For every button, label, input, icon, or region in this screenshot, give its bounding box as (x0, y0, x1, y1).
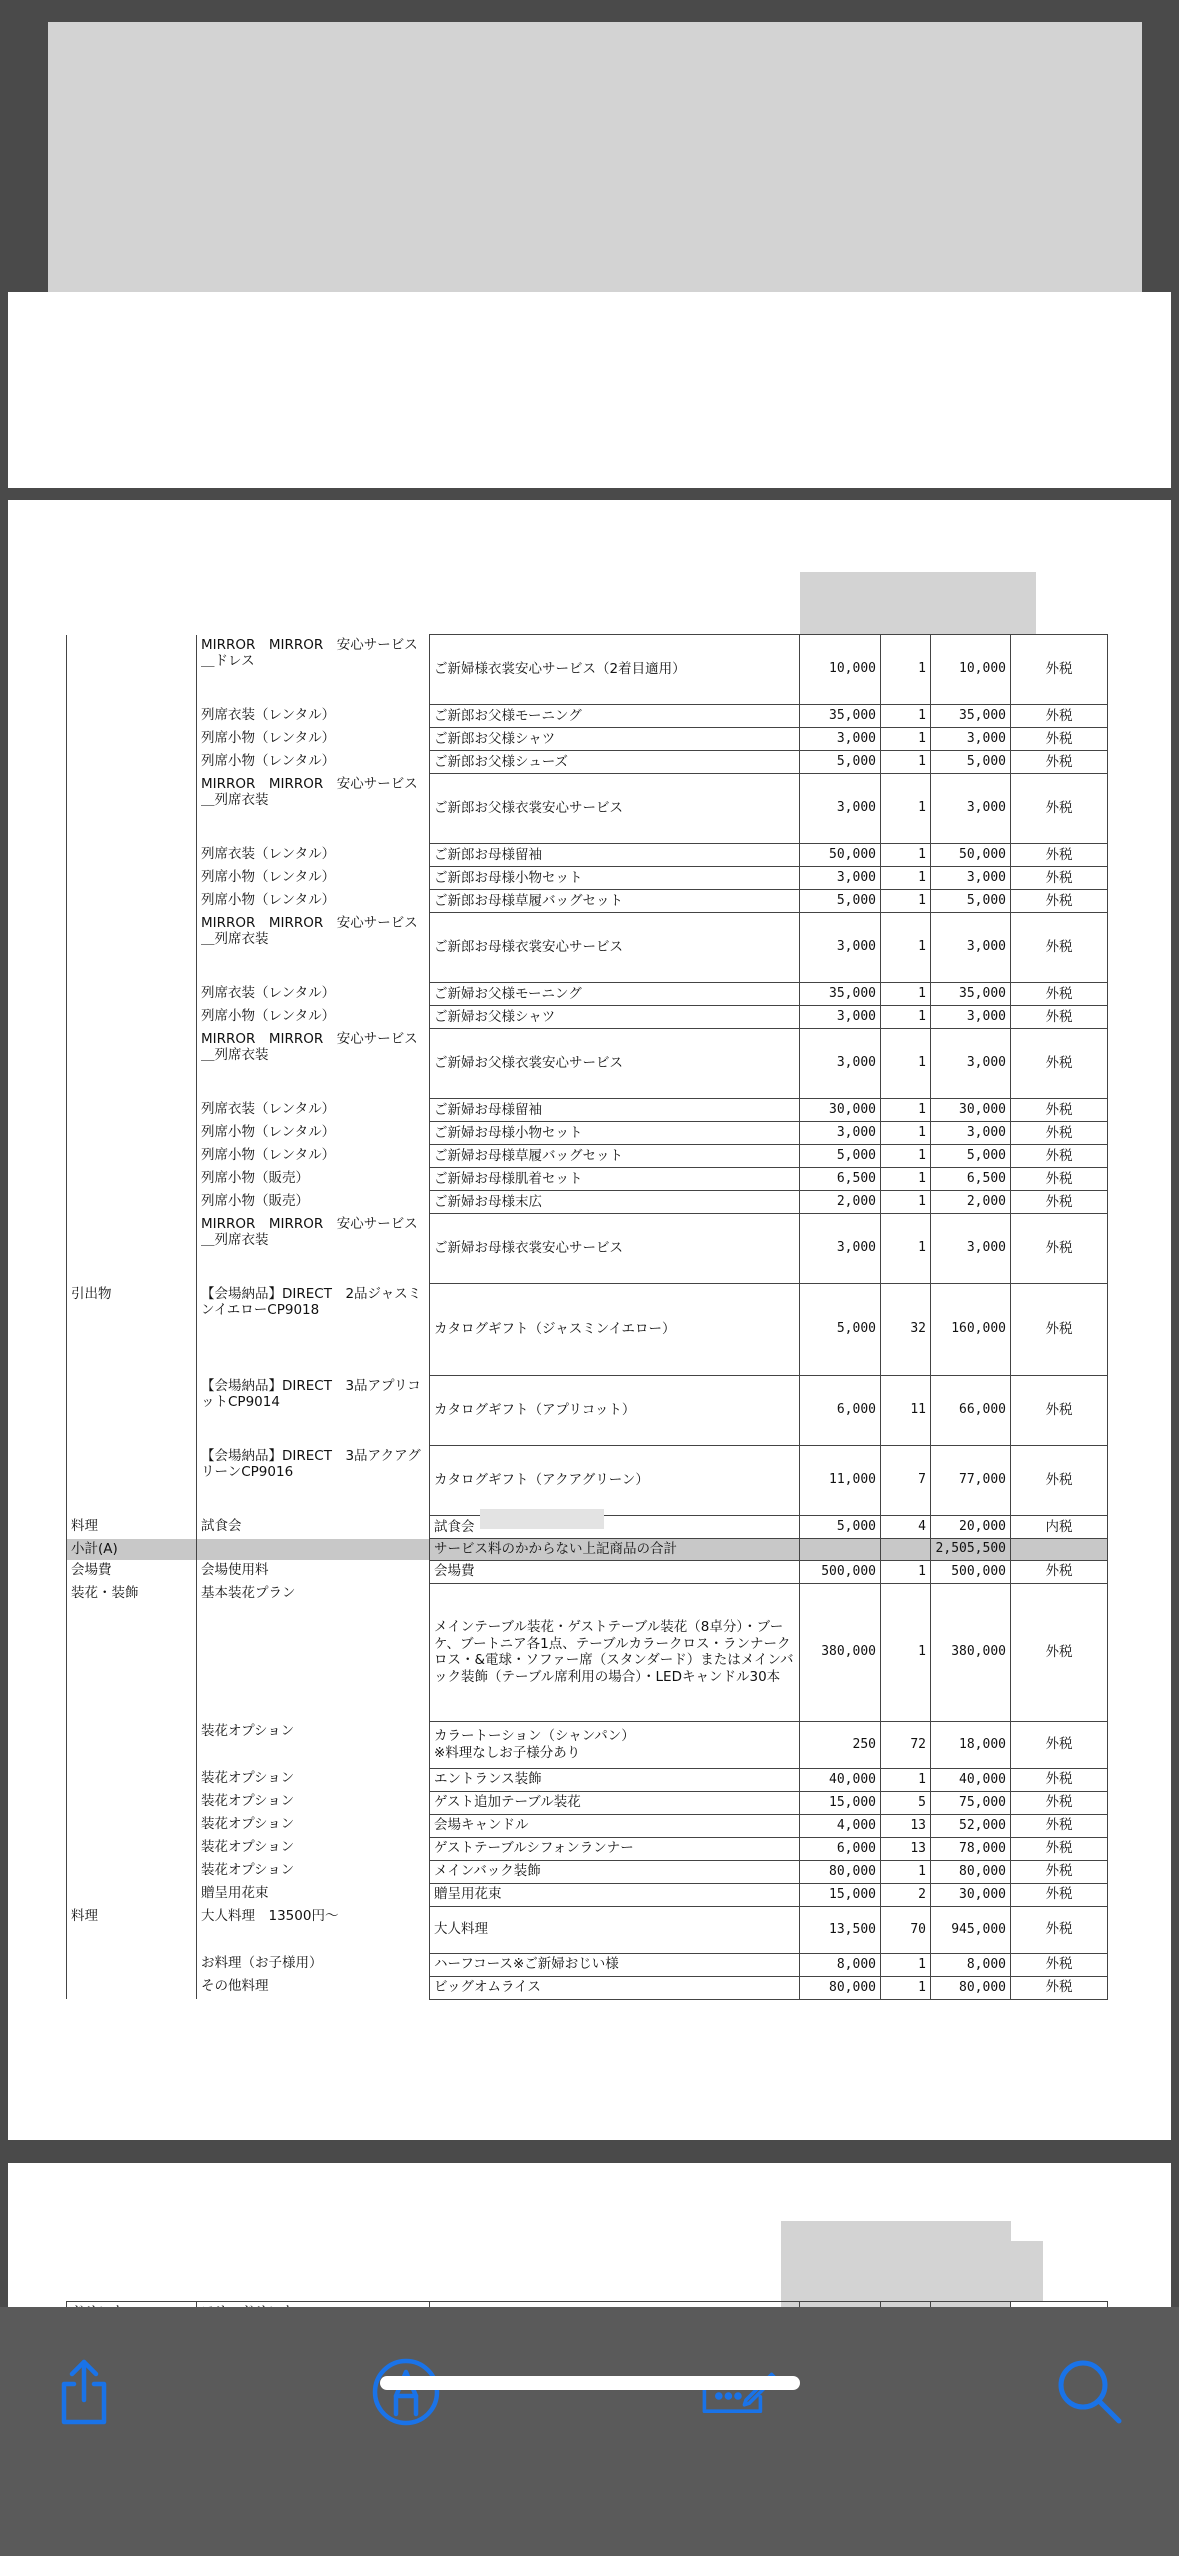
category-cell (67, 1837, 197, 1860)
quantity-cell: 32 (881, 1284, 931, 1376)
table-row (67, 1029, 1108, 1099)
item-cell: 装花オプション (197, 1860, 430, 1883)
unit-price-cell: 30,000 (800, 1099, 881, 1122)
description-cell: ご新婦お父様衣裳安心サービス (430, 1029, 800, 1099)
description-cell: ご新郎お父様シャツ (430, 728, 800, 751)
quantity-cell: 1 (881, 890, 931, 913)
description-cell: サービス料のかからない上記商品の合計 (430, 1539, 800, 1561)
item-cell: 装花オプション (197, 1791, 430, 1814)
tax-type-cell: 外税 (1011, 1099, 1108, 1122)
table-row (67, 1099, 1108, 1122)
unit-price-cell: 3,000 (800, 728, 881, 751)
amount-cell: 66,000 (931, 1376, 1011, 1446)
unit-price-cell: 11,000 (800, 1446, 881, 1516)
table-row (67, 844, 1108, 867)
subtotal-row (67, 1539, 1108, 1561)
table-row (67, 1168, 1108, 1191)
tax-type-cell: 外税 (1011, 1191, 1108, 1214)
unit-price-cell: 6,000 (800, 1376, 881, 1446)
description-cell: ご新郎お母様草履バッグセット (430, 890, 800, 913)
quantity-cell: 72 (881, 1721, 931, 1768)
quantity-cell: 1 (881, 705, 931, 728)
unit-price-cell: 8,000 (800, 1953, 881, 1976)
amount-cell: 3,000 (931, 867, 1011, 890)
description-cell: ご新婦様衣裳安心サービス（2着目適用） (430, 635, 800, 705)
amount-cell: 5,000 (931, 751, 1011, 774)
tax-type-cell: 外税 (1011, 774, 1108, 844)
amount-cell: 2,000 (931, 1191, 1011, 1214)
table-row (67, 1145, 1108, 1168)
item-cell (197, 1539, 430, 1561)
amount-cell: 35,000 (931, 983, 1011, 1006)
unit-price-cell: 3,000 (800, 867, 881, 890)
item-cell: 列席衣装（レンタル） (197, 705, 430, 728)
item-cell: MIRROR MIRROR 安心サービス＿ドレス (197, 635, 430, 705)
pdf-page-1-bottom (8, 292, 1171, 488)
table-row (67, 1814, 1108, 1837)
category-cell (67, 867, 197, 890)
table-row (67, 705, 1108, 728)
item-cell: 装花オプション (197, 1814, 430, 1837)
category-cell (67, 1145, 197, 1168)
tax-type-cell: 外税 (1011, 1168, 1108, 1191)
unit-price-cell: 380,000 (800, 1583, 881, 1721)
tax-type-cell: 外税 (1011, 890, 1108, 913)
quantity-cell: 1 (881, 774, 931, 844)
tax-type-cell: 外税 (1011, 1029, 1108, 1099)
description-cell: ご新婦お母様肌着セット (430, 1168, 800, 1191)
description-cell: ご新婦お父様シャツ (430, 1006, 800, 1029)
tax-type-cell: 外税 (1011, 1860, 1108, 1883)
category-cell (67, 1976, 197, 1999)
description-cell: ご新郎お母様衣裳安心サービス (430, 913, 800, 983)
quantity-cell: 1 (881, 1768, 931, 1791)
description-cell: ご新婦お母様留袖 (430, 1099, 800, 1122)
category-cell: 小計(A) (67, 1539, 197, 1561)
table-row (67, 1837, 1108, 1860)
unit-price-cell (800, 1539, 881, 1561)
table-row (67, 1953, 1108, 1976)
description-cell: 会場費 (430, 1560, 800, 1583)
category-cell (67, 1814, 197, 1837)
description-cell: 大人料理 (430, 1906, 800, 1953)
unit-price-cell: 15,000 (800, 1791, 881, 1814)
amount-cell: 18,000 (931, 1721, 1011, 1768)
category-cell (67, 1376, 197, 1446)
description-cell: ビッグオムライス (430, 1976, 800, 1999)
amount-cell: 500,000 (931, 1560, 1011, 1583)
amount-cell: 35,000 (931, 705, 1011, 728)
amount-cell: 52,000 (931, 1814, 1011, 1837)
category-cell (67, 983, 197, 1006)
amount-cell: 30,000 (931, 1099, 1011, 1122)
quantity-cell: 1 (881, 1099, 931, 1122)
table-row (67, 1376, 1108, 1446)
item-cell: MIRROR MIRROR 安心サービス＿列席衣装 (197, 774, 430, 844)
description-cell: 試食会 (430, 1516, 800, 1539)
unit-price-cell: 6,000 (800, 1837, 881, 1860)
item-cell: 列席小物（レンタル） (197, 751, 430, 774)
category-cell (67, 1214, 197, 1284)
unit-price-cell: 250 (800, 1721, 881, 1768)
unit-price-cell: 3,000 (800, 1214, 881, 1284)
description-cell: カラートーション（シャンパン） ※料理なしお子様分あり (430, 1721, 800, 1768)
unit-price-cell: 10,000 (800, 635, 881, 705)
table-row (67, 1560, 1108, 1583)
amount-cell: 3,000 (931, 1214, 1011, 1284)
description-cell: 贈呈用花束 (430, 1883, 800, 1906)
item-cell: MIRROR MIRROR 安心サービス＿列席衣装 (197, 913, 430, 983)
unit-price-cell: 35,000 (800, 983, 881, 1006)
estimate-table (66, 634, 1108, 2000)
unit-price-cell: 3,000 (800, 774, 881, 844)
markup-pen-icon[interactable] (366, 2352, 446, 2432)
description-cell: ご新婦お母様小物セット (430, 1122, 800, 1145)
description-cell: ゲスト追加テーブル装花 (430, 1791, 800, 1814)
category-cell (67, 1099, 197, 1122)
item-cell: 【会場納品】DIRECT 3品アクアグリーンCP9016 (197, 1446, 430, 1516)
quantity-cell: 1 (881, 1029, 931, 1099)
item-cell: 列席小物（レンタル） (197, 867, 430, 890)
tax-type-cell: 外税 (1011, 1791, 1108, 1814)
description-cell: ご新郎お母様留袖 (430, 844, 800, 867)
tax-type-cell: 外税 (1011, 1906, 1108, 1953)
category-cell: 料理 (67, 1516, 197, 1539)
category-cell (67, 1791, 197, 1814)
table-row (67, 1721, 1108, 1768)
item-cell: 列席衣装（レンタル） (197, 1099, 430, 1122)
tax-type-cell: 外税 (1011, 705, 1108, 728)
category-cell (67, 844, 197, 867)
tax-type-cell: 外税 (1011, 1837, 1108, 1860)
tax-type-cell: 外税 (1011, 635, 1108, 705)
description-cell: メインバック装飾 (430, 1860, 800, 1883)
quantity-cell: 1 (881, 1214, 931, 1284)
table-row (67, 1583, 1108, 1721)
item-cell: 会場使用料 (197, 1560, 430, 1583)
bottom-toolbar (0, 2307, 1179, 2556)
amount-cell: 75,000 (931, 1791, 1011, 1814)
table-row (67, 1768, 1108, 1791)
category-cell: 引出物 (67, 1284, 197, 1376)
item-cell: 装花オプション (197, 1721, 430, 1768)
quantity-cell: 1 (881, 1953, 931, 1976)
quantity-cell: 1 (881, 1560, 931, 1583)
item-cell: 列席小物（販売） (197, 1168, 430, 1191)
category-cell (67, 751, 197, 774)
tax-type-cell: 外税 (1011, 983, 1108, 1006)
table-row (67, 1976, 1108, 1999)
item-cell: MIRROR MIRROR 安心サービス＿列席衣装 (197, 1029, 430, 1099)
tax-type-cell: 外税 (1011, 1122, 1108, 1145)
amount-cell: 8,000 (931, 1953, 1011, 1976)
amount-cell: 20,000 (931, 1516, 1011, 1539)
quantity-cell: 5 (881, 1791, 931, 1814)
quantity-cell: 1 (881, 1122, 931, 1145)
tax-type-cell: 外税 (1011, 1814, 1108, 1837)
description-cell: カタログギフト（アプリコット） (430, 1376, 800, 1446)
description-cell: エントランス装飾 (430, 1768, 800, 1791)
category-cell (67, 1860, 197, 1883)
category-cell (67, 635, 197, 705)
item-cell: 列席小物（レンタル） (197, 1145, 430, 1168)
category-cell (67, 913, 197, 983)
unit-price-cell: 3,000 (800, 1006, 881, 1029)
tax-type-cell: 外税 (1011, 1560, 1108, 1583)
table-row (67, 1446, 1108, 1516)
quantity-cell: 1 (881, 1006, 931, 1029)
quantity-cell: 1 (881, 1168, 931, 1191)
table-row (67, 1191, 1108, 1214)
share-icon[interactable] (44, 2352, 124, 2432)
tax-type-cell: 外税 (1011, 1145, 1108, 1168)
table-row (67, 890, 1108, 913)
amount-cell: 5,000 (931, 1145, 1011, 1168)
category-cell: 料理 (67, 1906, 197, 1953)
quantity-cell: 7 (881, 1446, 931, 1516)
table-row (67, 1284, 1108, 1376)
amount-cell: 40,000 (931, 1768, 1011, 1791)
category-cell (67, 1191, 197, 1214)
table-row (67, 751, 1108, 774)
description-cell: メインテーブル装花・ゲストテーブル装花（8卓分）・ブーケ、ブートニア各1点、テーブルカラークロス・ランナークロス・&電球・ソファー席（スタンダード）またはメインバック装飾（テーブル席利用の場合）・LEDキャンドル30本 (430, 1583, 800, 1721)
unit-price-cell: 5,000 (800, 1516, 881, 1539)
item-cell: 列席衣装（レンタル） (197, 983, 430, 1006)
quantity-cell: 1 (881, 983, 931, 1006)
category-cell (67, 1721, 197, 1768)
redacted-stamp-page3-tab (1003, 2241, 1043, 2301)
quantity-cell: 1 (881, 1191, 931, 1214)
table-row (67, 1214, 1108, 1284)
table-row (67, 728, 1108, 751)
tax-type-cell (1011, 1539, 1108, 1561)
category-cell (67, 1768, 197, 1791)
home-indicator (380, 2376, 800, 2390)
amount-cell: 3,000 (931, 774, 1011, 844)
unit-price-cell: 50,000 (800, 844, 881, 867)
tax-type-cell: 外税 (1011, 1376, 1108, 1446)
item-cell: お料理（お子様用） (197, 1953, 430, 1976)
item-cell: 贈呈用花束 (197, 1883, 430, 1906)
item-cell: 列席小物（レンタル） (197, 890, 430, 913)
amount-cell: 3,000 (931, 728, 1011, 751)
category-cell (67, 1168, 197, 1191)
unit-price-cell: 80,000 (800, 1860, 881, 1883)
tax-type-cell: 外税 (1011, 1284, 1108, 1376)
description-cell: ご新婦お母様草履バッグセット (430, 1145, 800, 1168)
table-row (67, 1883, 1108, 1906)
description-cell: ご新婦お母様末広 (430, 1191, 800, 1214)
signature-icon[interactable] (698, 2352, 778, 2432)
category-cell (67, 1006, 197, 1029)
category-cell (67, 890, 197, 913)
table-row (67, 867, 1108, 890)
amount-cell: 3,000 (931, 1029, 1011, 1099)
unit-price-cell: 5,000 (800, 890, 881, 913)
quantity-cell: 1 (881, 867, 931, 890)
quantity-cell: 1 (881, 913, 931, 983)
category-cell (67, 728, 197, 751)
category-cell (67, 1883, 197, 1906)
item-cell: 【会場納品】DIRECT 2品ジャスミンイエローCP9018 (197, 1284, 430, 1376)
amount-cell: 945,000 (931, 1906, 1011, 1953)
tax-type-cell: 外税 (1011, 1953, 1108, 1976)
amount-cell: 6,500 (931, 1168, 1011, 1191)
description-cell: カタログギフト（ジャスミンイエロー） (430, 1284, 800, 1376)
table-row (67, 774, 1108, 844)
item-cell: 試食会 (197, 1516, 430, 1539)
amount-cell: 80,000 (931, 1860, 1011, 1883)
category-cell (67, 1446, 197, 1516)
category-cell (67, 774, 197, 844)
amount-cell: 160,000 (931, 1284, 1011, 1376)
pdf-page-2 (8, 500, 1171, 2140)
quantity-cell: 1 (881, 751, 931, 774)
amount-cell: 3,000 (931, 913, 1011, 983)
tax-type-cell: 外税 (1011, 1883, 1108, 1906)
amount-cell: 380,000 (931, 1583, 1011, 1721)
quantity-cell: 1 (881, 728, 931, 751)
table-row (67, 635, 1108, 705)
tax-type-cell: 外税 (1011, 1583, 1108, 1721)
item-cell: 基本装花プラン (197, 1583, 430, 1721)
description-cell: ご新郎お父様衣裳安心サービス (430, 774, 800, 844)
item-cell: 大人料理 13500円～ (197, 1906, 430, 1953)
tax-type-cell: 外税 (1011, 751, 1108, 774)
tax-type-cell: 外税 (1011, 1214, 1108, 1284)
amount-cell: 10,000 (931, 635, 1011, 705)
tax-type-cell: 外税 (1011, 1768, 1108, 1791)
table-row (67, 1860, 1108, 1883)
description-cell: ゲストテーブルシフォンランナー (430, 1837, 800, 1860)
quantity-cell: 13 (881, 1837, 931, 1860)
category-cell (67, 1029, 197, 1099)
category-cell (67, 1122, 197, 1145)
tax-type-cell: 外税 (1011, 1976, 1108, 1999)
item-cell: 装花オプション (197, 1837, 430, 1860)
unit-price-cell: 35,000 (800, 705, 881, 728)
redacted-stamp (800, 572, 1036, 634)
tax-type-cell: 外税 (1011, 1446, 1108, 1516)
category-cell (67, 705, 197, 728)
unit-price-cell: 4,000 (800, 1814, 881, 1837)
item-cell: MIRROR MIRROR 安心サービス＿列席衣装 (197, 1214, 430, 1284)
unit-price-cell: 13,500 (800, 1906, 881, 1953)
table-row (67, 1122, 1108, 1145)
amount-cell: 30,000 (931, 1883, 1011, 1906)
item-cell: その他料理 (197, 1976, 430, 1999)
tax-type-cell: 外税 (1011, 1006, 1108, 1029)
item-cell: 列席小物（レンタル） (197, 1006, 430, 1029)
item-cell: 装花オプション (197, 1768, 430, 1791)
unit-price-cell: 6,500 (800, 1168, 881, 1191)
tax-type-cell: 外税 (1011, 844, 1108, 867)
quantity-cell: 1 (881, 1976, 931, 1999)
amount-cell: 2,505,500 (931, 1539, 1011, 1561)
tax-type-cell: 外税 (1011, 913, 1108, 983)
quantity-cell: 2 (881, 1883, 931, 1906)
item-cell: 列席小物（レンタル） (197, 728, 430, 751)
description-cell: ご新郎お母様小物セット (430, 867, 800, 890)
item-cell: 列席衣装（レンタル） (197, 844, 430, 867)
unit-price-cell: 80,000 (800, 1976, 881, 1999)
table-row (67, 1006, 1108, 1029)
table-row (67, 1791, 1108, 1814)
table-row (67, 913, 1108, 983)
quantity-cell: 1 (881, 1145, 931, 1168)
unit-price-cell: 5,000 (800, 1284, 881, 1376)
unit-price-cell: 5,000 (800, 1145, 881, 1168)
unit-price-cell: 5,000 (800, 751, 881, 774)
unit-price-cell: 3,000 (800, 1122, 881, 1145)
tax-type-cell: 外税 (1011, 728, 1108, 751)
table-row (67, 983, 1108, 1006)
amount-cell: 77,000 (931, 1446, 1011, 1516)
description-cell: カタログギフト（アクアグリーン） (430, 1446, 800, 1516)
quantity-cell: 4 (881, 1516, 931, 1539)
tax-type-cell: 内税 (1011, 1516, 1108, 1539)
description-cell: ご新婦お母様衣裳安心サービス (430, 1214, 800, 1284)
item-cell: 【会場納品】DIRECT 3品アプリコットCP9014 (197, 1376, 430, 1446)
amount-cell: 5,000 (931, 890, 1011, 913)
description-cell: ハーフコース※ご新婦おじい様 (430, 1953, 800, 1976)
unit-price-cell: 500,000 (800, 1560, 881, 1583)
amount-cell: 50,000 (931, 844, 1011, 867)
quantity-cell: 1 (881, 1583, 931, 1721)
table-row (67, 1906, 1108, 1953)
category-cell (67, 1953, 197, 1976)
quantity-cell: 70 (881, 1906, 931, 1953)
amount-cell: 3,000 (931, 1122, 1011, 1145)
quantity-cell: 1 (881, 844, 931, 867)
description-cell: 会場キャンドル (430, 1814, 800, 1837)
quantity-cell: 1 (881, 1860, 931, 1883)
amount-cell: 3,000 (931, 1006, 1011, 1029)
category-cell: 会場費 (67, 1560, 197, 1583)
tax-type-cell: 外税 (1011, 1721, 1108, 1768)
tax-type-cell: 外税 (1011, 867, 1108, 890)
unit-price-cell: 3,000 (800, 1029, 881, 1099)
item-cell: 列席小物（レンタル） (197, 1122, 430, 1145)
quantity-cell: 11 (881, 1376, 931, 1446)
unit-price-cell: 3,000 (800, 913, 881, 983)
redacted-tasting-note (480, 1509, 604, 1529)
quantity-cell: 1 (881, 635, 931, 705)
unit-price-cell: 2,000 (800, 1191, 881, 1214)
quantity-cell (881, 1539, 931, 1561)
description-cell: ご新婦お父様モーニング (430, 983, 800, 1006)
item-cell: 列席小物（販売） (197, 1191, 430, 1214)
amount-cell: 80,000 (931, 1976, 1011, 1999)
description-cell: ご新郎お父様シューズ (430, 751, 800, 774)
unit-price-cell: 15,000 (800, 1883, 881, 1906)
description-cell: ご新郎お父様モーニング (430, 705, 800, 728)
category-cell: 装花・装飾 (67, 1583, 197, 1721)
search-icon[interactable] (1050, 2352, 1130, 2432)
amount-cell: 78,000 (931, 1837, 1011, 1860)
unit-price-cell: 40,000 (800, 1768, 881, 1791)
quantity-cell: 13 (881, 1814, 931, 1837)
